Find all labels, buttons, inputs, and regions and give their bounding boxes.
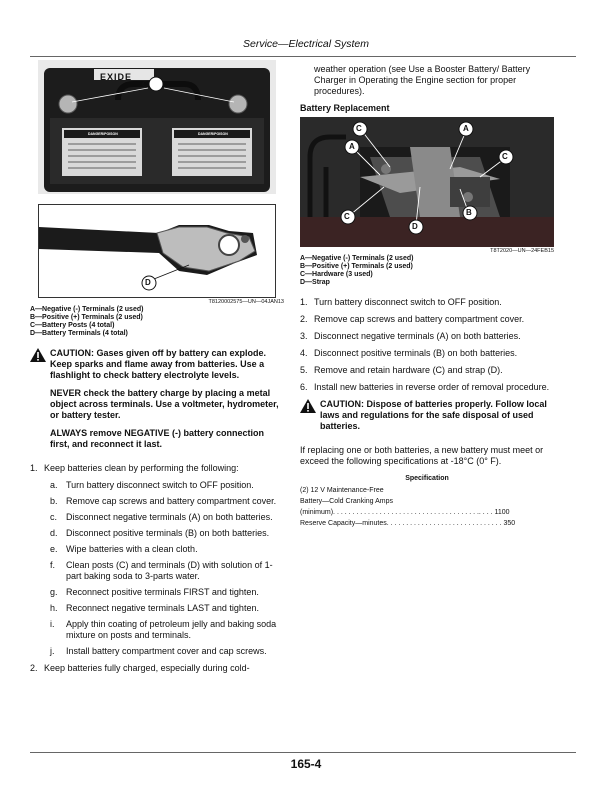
step-text: Turn battery disconnect switch to OFF position.: [314, 297, 502, 307]
caution-text: ALWAYS remove NEGATIVE (-) battery connection first, and reconnect it last.: [50, 428, 265, 449]
callout-b: B: [466, 208, 472, 217]
step-number: 1.: [300, 297, 308, 307]
caution-block: [300, 399, 554, 439]
sub-step-text: Remove cap screws and battery compartment cover.: [66, 496, 277, 506]
battery-photo: [38, 60, 276, 194]
sub-step-letter: i.: [50, 619, 55, 629]
callout-a: A: [349, 142, 355, 151]
list-item: [300, 314, 554, 325]
sub-step-text: Clean posts (C) and terminals (D) with solution of 1-part baking soda to 3-parts water.: [66, 560, 273, 581]
battery-danger-label-left: DANGER/POISON: [88, 132, 118, 136]
list-item: [300, 365, 554, 376]
sub-step-letter: a.: [50, 480, 58, 490]
step-text: Keep batteries fully charged, especially during cold-: [44, 663, 250, 673]
step-text: Install new batteries in reverse order of removal procedure.: [314, 382, 550, 392]
callout-c: C: [344, 212, 350, 221]
callout-d: D: [412, 222, 418, 231]
step-text: Keep batteries clean by performing the following:: [44, 463, 239, 473]
continued-text: weather operation (see Use a Booster Battery/ Battery Charger in Operating the Engine section for proper procedures).: [314, 64, 531, 96]
footer-rule: [30, 752, 576, 753]
sub-steps: [30, 480, 284, 657]
list-item: [30, 663, 284, 674]
list-item: [300, 382, 554, 393]
step-number: 3.: [300, 331, 308, 341]
sub-step-text: Disconnect positive terminals (B) on both batteries.: [66, 528, 270, 538]
sub-step-letter: c.: [50, 512, 58, 522]
caution-text: CAUTION: Gases given off by battery can explode. Keep sparks and flame away from batteries. Use a flashlight to check battery electrolyte levels.: [50, 348, 267, 380]
sub-step-letter: h.: [50, 603, 58, 613]
page-number: 165-4: [290, 757, 322, 771]
terminal-photo: [38, 204, 276, 298]
list-item: [30, 463, 284, 657]
callout-c: C: [502, 152, 508, 161]
right-column: [300, 60, 554, 529]
spec-table: [300, 485, 554, 529]
battery-danger-label-right: DANGER/POISON: [198, 132, 228, 136]
caution-block: [30, 348, 284, 457]
spec-line: (minimum). . . . . . . . . . . . . . . . . . . . . . . . . . . . . . . . . . . . . .. . . . 1100: [300, 509, 510, 516]
caution-text: CAUTION: Dispose of batteries properly. Follow local laws and regulations for the safe disposal of used batteries.: [320, 399, 547, 431]
legend: [300, 255, 554, 287]
list-item: [300, 348, 554, 359]
callout-c: C: [142, 80, 148, 89]
sub-step-text: Turn battery disconnect switch to OFF position.: [66, 480, 254, 490]
step-number: 4.: [300, 348, 308, 358]
sub-step-text: Wipe batteries with a clean cloth.: [66, 544, 198, 554]
sub-step-letter: f.: [50, 560, 56, 570]
caution-text: NEVER check the battery charge by placing a metal object across terminals. Use a voltmeter, hydrometer, or battery tester.: [50, 388, 279, 420]
warning-icon: [30, 348, 50, 457]
callout-d: D: [145, 278, 151, 287]
legend-item: C—Battery Posts (4 total): [30, 322, 115, 329]
spec-line: Battery—Cold Cranking Amps: [300, 498, 393, 505]
step-text: Disconnect negative terminals (A) on both batteries.: [314, 331, 521, 341]
callout-a: A: [463, 124, 469, 133]
spec-line: Reserve Capacity—minutes. . . . . . . . . . . . . . . . . . . . . . . . . . . . . . 350: [300, 520, 516, 527]
section-title: Battery Replacement: [300, 103, 390, 113]
step-text: Disconnect positive terminals (B) on both batteries.: [314, 348, 518, 358]
callout-c: C: [356, 124, 362, 133]
figure-id: T8120002575—UN—04JAN13: [208, 299, 284, 305]
step-number: 2.: [300, 314, 308, 324]
sub-step-letter: j.: [50, 646, 55, 656]
maintenance-steps: [30, 463, 284, 674]
list-item: [300, 297, 554, 308]
spec-line: (2) 12 V Maintenance-Free: [300, 487, 384, 494]
page-header: Service—Electrical System: [242, 38, 370, 50]
sub-step-text: Apply thin coating of petroleum jelly and baking soda mixture on posts and terminals.: [66, 619, 277, 640]
left-column: [30, 60, 284, 680]
sub-step-letter: b.: [50, 496, 58, 506]
header-rule: [30, 56, 576, 57]
step-number: 6.: [300, 382, 308, 392]
sub-step-letter: e.: [50, 544, 58, 554]
sub-step-text: Install battery compartment cover and cap screws.: [66, 646, 267, 656]
spec-title: Specification: [405, 475, 449, 482]
legend: [30, 306, 284, 338]
legend-item: A—Negative (-) Terminals (2 used): [300, 255, 414, 262]
step-number: 2.: [30, 663, 38, 673]
step-text: Remove cap screws and battery compartment cover.: [314, 314, 525, 324]
replacement-photo: [300, 117, 554, 247]
legend-item: D—Battery Terminals (4 total): [30, 330, 128, 337]
sub-step-text: Reconnect negative terminals LAST and tighten.: [66, 603, 259, 613]
step-text: Remove and retain hardware (C) and strap (D).: [314, 365, 503, 375]
figure-id: T8T2020—UN—24FEB15: [490, 248, 554, 254]
step-number: 1.: [30, 463, 38, 473]
step-number: 5.: [300, 365, 308, 375]
legend-item: B—Positive (+) Terminals (2 used): [30, 314, 143, 321]
legend-item: B—Positive (+) Terminals (2 used): [300, 263, 413, 270]
sub-step-text: Disconnect negative terminals (A) on both batteries.: [66, 512, 273, 522]
replacement-note: If replacing one or both batteries, a new battery must meet or exceed the following specifications at -18°C (0° F).: [300, 445, 544, 466]
replacement-steps: [300, 297, 554, 393]
sub-step-text: Reconnect positive terminals FIRST and tighten.: [66, 587, 259, 597]
sub-step-letter: g.: [50, 587, 58, 597]
warning-icon: [300, 399, 320, 439]
legend-item: C—Hardware (3 used): [300, 271, 373, 278]
legend-item: A—Negative (-) Terminals (2 used): [30, 306, 144, 313]
battery-brand: EXIDE: [100, 72, 133, 82]
sub-step-letter: d.: [50, 528, 58, 538]
list-item: [300, 331, 554, 342]
legend-item: D—Strap: [300, 279, 330, 286]
